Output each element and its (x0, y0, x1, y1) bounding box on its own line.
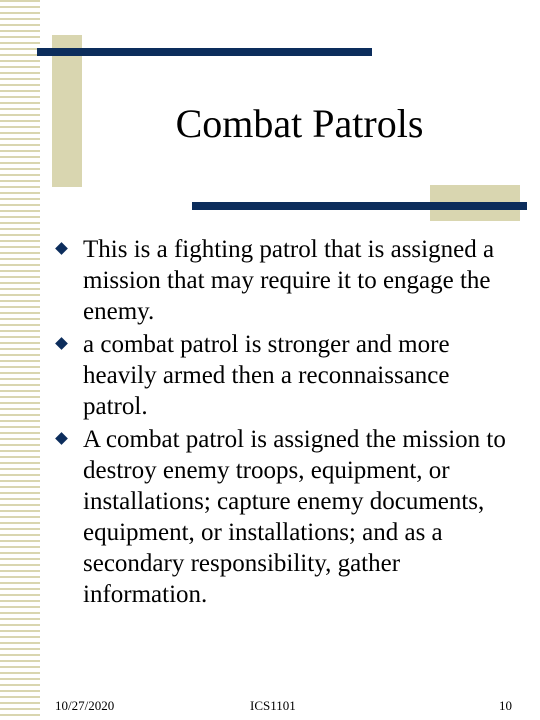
bullet-item (56, 234, 506, 327)
diamond-bullet-icon (55, 432, 68, 445)
bullet-text: This is a fighting patrol that is assigned a mission that may require it to engage the enemy. (83, 236, 495, 325)
footer-course-code: ICS1101 (250, 698, 296, 713)
diamond-bullet-icon (55, 242, 68, 255)
slide-title: Combat Patrols (175, 101, 424, 146)
decorative-bar-bottom (192, 202, 527, 210)
bullet-item (56, 329, 506, 422)
bullet-list (56, 234, 506, 612)
footer-page-number: 10 (499, 698, 512, 713)
bullet-text: A combat patrol is assigned the mission to destroy enemy troops, equipment, or installations; capture enemy documents, equipment, or installations; and as a secondary responsibility, gather information. (83, 426, 506, 608)
diamond-bullet-icon (55, 337, 68, 350)
decorative-bar-top (37, 48, 372, 56)
bullet-item (56, 424, 506, 610)
footer-date: 10/27/2020 (55, 698, 115, 713)
decorative-block-top (52, 35, 82, 187)
bullet-text: a combat patrol is stronger and more heavily armed then a reconnaissance patrol. (83, 331, 450, 420)
left-decorative-strip (0, 0, 40, 720)
